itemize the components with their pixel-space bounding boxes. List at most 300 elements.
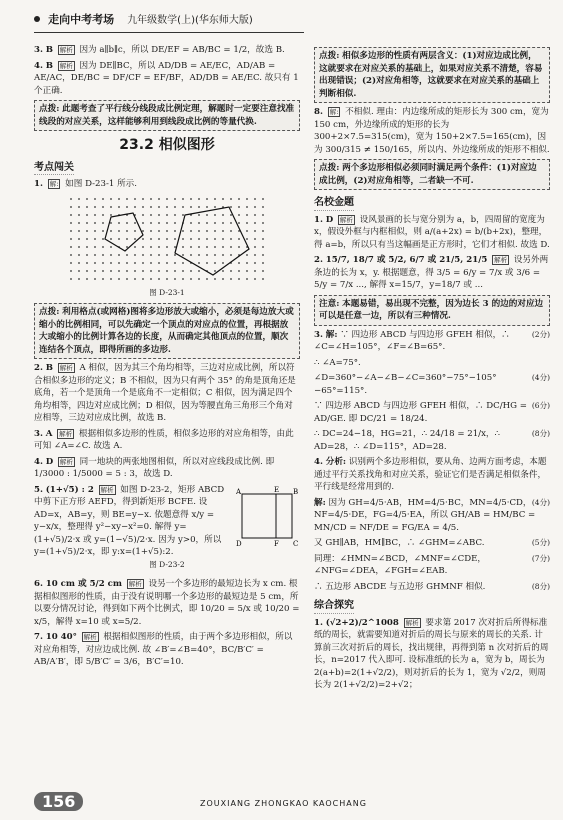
grid-dot xyxy=(182,278,184,280)
item-answer: (√2+2)/2^1008 xyxy=(325,617,399,628)
grid-dot xyxy=(166,222,168,224)
left-item-1 xyxy=(34,178,300,191)
grid-dot xyxy=(206,206,208,208)
grid-dot xyxy=(126,246,128,248)
grid-dot xyxy=(230,270,232,272)
grid-dot xyxy=(214,246,216,248)
grid-dot xyxy=(166,254,168,256)
grid-dot xyxy=(134,198,136,200)
scored-text: ∠D=360°−∠A−∠B−∠C=360°−75°−105°−65°=115°. xyxy=(314,373,497,396)
grid-dot xyxy=(214,238,216,240)
grid-dot xyxy=(262,278,264,280)
item-number: 2. xyxy=(314,255,323,265)
grid-dot xyxy=(262,262,264,264)
scored-text: ∵ 四边形 ABCD 与四边形 GFEH 相似，∴ DC/HG = AD/GE. 即 DC/21 = 18/24. xyxy=(314,401,527,424)
scored-text: 识别两个多边形相似，要从角、边两方面考虑，本题通过平行关系找角和对应关系，验证它们是否满足相似条件，平行线是经常用到的. xyxy=(314,457,547,492)
grid-dot xyxy=(70,238,72,240)
grid-dot xyxy=(78,262,80,264)
grid-dot xyxy=(86,198,88,200)
grid-dot xyxy=(206,222,208,224)
grid-dot xyxy=(70,206,72,208)
grid-dot xyxy=(126,222,128,224)
scored-solution-list xyxy=(314,329,550,594)
grid-dot xyxy=(86,262,88,264)
grid-dot xyxy=(166,230,168,232)
scored-score: (7分) xyxy=(531,553,550,563)
grid-dot xyxy=(222,254,224,256)
grid-dot xyxy=(102,262,104,264)
grid-dot xyxy=(70,246,72,248)
grid-dot xyxy=(174,270,176,272)
figure-caption: 图 D-23-2 xyxy=(149,559,185,569)
grid-dot xyxy=(158,246,160,248)
grid-dot xyxy=(254,262,256,264)
grid-dot xyxy=(246,206,248,208)
grid-dot xyxy=(182,214,184,216)
large-pentagon xyxy=(175,207,249,275)
grid-dot xyxy=(166,206,168,208)
tip-box xyxy=(34,100,300,131)
grid-dot xyxy=(230,206,232,208)
grid-dot xyxy=(150,238,152,240)
grid-dot xyxy=(214,214,216,216)
grid-dot xyxy=(166,238,168,240)
grid-dot xyxy=(134,254,136,256)
scored-line xyxy=(314,456,550,494)
grid-dot xyxy=(246,230,248,232)
grid-dot xyxy=(158,270,160,272)
grid-dot xyxy=(214,222,216,224)
grid-dot xyxy=(190,254,192,256)
grid-dot xyxy=(150,262,152,264)
grid-dot xyxy=(110,246,112,248)
grid-dot xyxy=(142,254,144,256)
grid-dot xyxy=(246,262,248,264)
analysis-tag: 解析 xyxy=(59,457,73,466)
item-answer: D xyxy=(45,456,54,467)
item-text: A 相似，因为其三个角均相等，三边对应成比例，所以符合相似多边形的定义；B 不相似，因为只有两个 35° 的角是顶角还是底角，若一个是顶角一个是底角不一定相似；C 相似，因为满足四个角均相等，四边对应成比例；D 相似，因为等腰直角三角形三个角对应相等，三边对应成比例，故选 B. xyxy=(34,363,296,423)
grid-dot xyxy=(94,238,96,240)
tip-label: 点拨: xyxy=(319,51,340,61)
tip-box xyxy=(314,159,550,190)
grid-dot xyxy=(78,254,80,256)
grid-dot xyxy=(222,214,224,216)
grid-dot xyxy=(174,254,176,256)
grid-dot xyxy=(174,238,176,240)
scored-score: (6分) xyxy=(531,401,550,410)
grid-dot xyxy=(262,222,264,224)
grid-dot xyxy=(238,278,240,280)
scored-score: (4分) xyxy=(531,497,550,507)
grid-dot xyxy=(190,206,192,208)
grid-dot xyxy=(86,214,88,216)
grid-dot xyxy=(174,262,176,264)
scored-text: 又 GH∥AB，HM∥BC，∴ ∠GHM=∠ABC. xyxy=(314,538,485,548)
grid-dot xyxy=(158,214,160,216)
scored-line xyxy=(314,497,550,535)
item-text: 设另外两条边的长为 x，y. 根据题意，得 3/5 = 6/y = 7/x 或 3/6 = 5/y = 7/x ..., 解得 x=15/7，y=18/7 或 ... xyxy=(314,255,549,290)
analysis-tag: 解析 xyxy=(83,633,97,641)
grid-dot xyxy=(222,198,224,200)
grid-dot xyxy=(166,262,168,264)
subhead-kaodian: 考点闯关 xyxy=(34,162,74,176)
grid-dot xyxy=(254,254,256,256)
tip-label: 点拨: xyxy=(39,104,60,114)
grid-dot xyxy=(110,254,112,256)
scored-tag: 解: xyxy=(325,329,338,340)
tip-text: 利用格点(或网格)图将多边形放大或缩小，必须是每边放大或缩小的比例相同，可以先确定一个顶点的对应点的位置，再根据放大或缩小的比例计算各边的长度，从而确定其他顶点的位置，顺次连结各个顶点，即得所画的多边形. xyxy=(39,307,294,355)
grid-dot xyxy=(214,262,216,264)
grid-dot xyxy=(182,246,184,248)
grid-dot xyxy=(206,214,208,216)
grid-dot xyxy=(126,198,128,200)
grid-figure-d23-1 xyxy=(67,195,267,283)
grid-dot xyxy=(86,254,88,256)
item-number: 1. xyxy=(314,214,323,225)
grid-dot xyxy=(158,278,160,280)
right-item-1 xyxy=(314,214,550,252)
grid-dot xyxy=(262,270,264,272)
scored-score: (2分) xyxy=(531,329,550,339)
grid-dot xyxy=(150,214,152,216)
grid-dot xyxy=(150,230,152,232)
label-c: C xyxy=(293,539,299,548)
grid-dot xyxy=(158,230,160,232)
item-answer: (1+√5) : 2 xyxy=(45,484,94,495)
grid-dot xyxy=(86,206,88,208)
grid-dot xyxy=(142,270,144,272)
grid-dot xyxy=(174,230,176,232)
grid-dot xyxy=(118,278,120,280)
scored-score: (8分) xyxy=(531,581,550,591)
left-item-3 xyxy=(34,44,300,57)
grid-dot xyxy=(238,246,240,248)
right-column xyxy=(314,44,550,695)
grid-dot xyxy=(126,230,128,232)
grid-dot xyxy=(254,230,256,232)
analysis-tag: 解析 xyxy=(339,215,353,224)
grid-dot xyxy=(150,254,152,256)
scored-tag: 解: xyxy=(314,497,326,508)
scored-text: ∴ DC=24−18，HG=21，∴ 24/18 = 21/x，∴ AD=28，∴ ∠D=115°，AD=28. xyxy=(314,429,500,452)
grid-dot xyxy=(142,238,144,240)
grid-dot xyxy=(110,198,112,200)
grid-dot xyxy=(222,222,224,224)
grid-dot xyxy=(238,214,240,216)
page-number: 156 xyxy=(34,792,83,811)
grid-dot xyxy=(150,198,152,200)
grid-dot xyxy=(190,198,192,200)
grid-dot xyxy=(174,222,176,224)
grid-dot xyxy=(166,214,168,216)
grid-dot xyxy=(118,270,120,272)
grid-dot xyxy=(102,238,104,240)
item-number: 5. xyxy=(34,484,43,495)
item-number: 4. xyxy=(34,456,43,467)
grid-dot xyxy=(198,270,200,272)
grid-dot xyxy=(206,246,208,248)
grid-dot xyxy=(238,198,240,200)
scored-text: 同理：∠HMN=∠BCD，∠MNF=∠CDE，∠NFG=∠DEA，∠FGH=∠EAB. xyxy=(314,553,486,576)
scored-text: 因为 GH=4/5·AB，HM=4/5·BC，MN=4/5·CD，NF=4/5·DE，FG=4/5·EA，所以 GH/AB = HM/BC = MN/CD = NF/DE = FG/EA = 4/5. xyxy=(314,497,536,533)
grid-dot xyxy=(238,222,240,224)
section-title: 23.2 相似图形 xyxy=(119,137,215,153)
grid-dot xyxy=(206,254,208,256)
grid-dot xyxy=(262,230,264,232)
grid-dot xyxy=(254,246,256,248)
scored-score: (8分) xyxy=(531,429,550,438)
grid-dot xyxy=(254,198,256,200)
item-answer: D xyxy=(325,214,334,225)
grid-dot xyxy=(110,238,112,240)
grid-dot xyxy=(78,214,80,216)
label-d: D xyxy=(236,539,242,548)
grid-dot xyxy=(254,278,256,280)
item-answer: 10 cm 或 5/2 cm xyxy=(45,579,122,589)
left-item-5 xyxy=(34,484,300,576)
grid-dot xyxy=(110,214,112,216)
grid-dot xyxy=(214,230,216,232)
grid-dot xyxy=(174,278,176,280)
grid-dot xyxy=(182,230,184,232)
analysis-tag: 解析 xyxy=(59,429,73,438)
item-text: 根据相似图形的性质，由于两个多边形相似，所以对应角相等，对应边成比例. 故 ∠B′=∠B=40°，BC/B′C′ = AB/A′B′，即 5/B′C′ = 3/6，B′C′=10. xyxy=(34,632,293,667)
grid-dot xyxy=(134,262,136,264)
item-number: 1. xyxy=(34,179,43,189)
scored-line xyxy=(314,553,550,578)
grid-dot xyxy=(182,238,184,240)
grid-dot xyxy=(134,222,136,224)
scored-num: 4. xyxy=(314,457,323,467)
label-f: F xyxy=(274,539,279,548)
grid-dot xyxy=(182,262,184,264)
grid-dot xyxy=(150,206,152,208)
scored-line xyxy=(314,537,550,550)
grid-dot xyxy=(110,206,112,208)
grid-dot xyxy=(78,246,80,248)
grid-dot xyxy=(214,278,216,280)
item-text: 如图 D-23-1 所示. xyxy=(65,179,137,189)
grid-dot xyxy=(94,278,96,280)
grid-dot xyxy=(126,206,128,208)
analysis-tag: 解析 xyxy=(59,46,73,54)
grid-dot xyxy=(222,238,224,240)
grid-dot xyxy=(94,230,96,232)
grid-dot xyxy=(102,254,104,256)
grid-dot xyxy=(198,214,200,216)
grid-dot xyxy=(174,198,176,200)
grid-dot xyxy=(142,230,144,232)
grid-dot xyxy=(70,214,72,216)
grid-dot xyxy=(134,270,136,272)
figure-caption: 图 D-23-1 xyxy=(149,287,185,297)
grid-dot xyxy=(94,206,96,208)
grid-dot xyxy=(94,246,96,248)
grid-dot xyxy=(222,246,224,248)
right-item-bottom-1 xyxy=(314,617,550,692)
tip-label: 点拨: xyxy=(319,163,340,173)
scored-line xyxy=(314,357,550,370)
grid-dot xyxy=(190,270,192,272)
grid-dot xyxy=(142,222,144,224)
grid-dot xyxy=(230,222,232,224)
item-text: 根据相似多边形的性质，相似多边形的对应角相等，由此可知 ∠A=∠C. 故选 A. xyxy=(34,428,294,451)
grid-dot xyxy=(110,222,112,224)
analysis-tag: 解析 xyxy=(59,364,73,372)
item-text: 设另一个多边形的最短边长为 x cm. 根据相似图形的性质，由于没有说明哪一个多边形的最短边是 5 cm，所以要分情况讨论，得到如下两个比例式，即 10/20 = 5/x 或 10/20 = x/5，解得 x=10 或 x=5/2. xyxy=(34,579,300,627)
item-answer: 10 40° xyxy=(45,632,77,642)
grid-dot xyxy=(262,238,264,240)
left-item-2 xyxy=(34,362,300,425)
grid-dot xyxy=(134,246,136,248)
tip-label: 点拨: xyxy=(39,307,60,317)
grid-dot xyxy=(206,198,208,200)
item-text: 因为 DE∥BC，所以 AD/DB = AE/EC，AD/AB = AE/AC，DE/BC = DF/CF = EF/BF，AD/DB = AE/EC. 故只有 1 个正确. xyxy=(34,60,299,96)
grid-dot xyxy=(102,198,104,200)
grid-dot xyxy=(86,278,88,280)
grid-dot xyxy=(246,238,248,240)
attention-label: 注意: xyxy=(319,298,340,309)
rectangle-figure-d23-2 xyxy=(236,486,300,548)
item-answer: A xyxy=(45,428,53,439)
grid-dot xyxy=(94,214,96,216)
item-text: 如图 D-23-2，矩形 ABCD 中剪下正方形 AEFD，得到新矩形 BCFE. 设 AD=x，AB=y，则 BE=y−x. 依题意得 x/y = y−x/x，整理得 y²−xy−x²=0. 解得 y=(1+√5)/2·x 或 y=(1−√5)/2·x. 因为 y>0，所以 y=(1+√5)/2·x，即 y:x=(1+√5):2. xyxy=(34,484,225,557)
grid-dot xyxy=(94,222,96,224)
grid-dot xyxy=(118,206,120,208)
grid-dot xyxy=(230,198,232,200)
grid-dot xyxy=(110,262,112,264)
grid-dot xyxy=(70,198,72,200)
analysis-tag: 解析 xyxy=(59,61,73,70)
grid-dot xyxy=(126,270,128,272)
grid-dot xyxy=(254,214,256,216)
grid-dot xyxy=(102,246,104,248)
label-a: A xyxy=(236,487,242,496)
book-title: 走向中考考场 xyxy=(48,13,115,26)
tip-text: 两个多边形相似必须同时满足两个条件：(1)对应边成比例，(2)对应角相等，二者缺一不可. xyxy=(319,163,537,186)
grid-dot xyxy=(110,230,112,232)
solution-tag: 解: xyxy=(329,108,339,116)
item-number: 7. xyxy=(34,632,43,642)
subhead-zonghe: 综合探究 xyxy=(314,600,354,614)
scored-num: 3. xyxy=(314,329,323,340)
grid-dot xyxy=(142,214,144,216)
analysis-tag: 解析 xyxy=(128,580,142,588)
grid-dot xyxy=(158,262,160,264)
grid-dot xyxy=(110,278,112,280)
left-item-4b xyxy=(34,456,300,481)
grid-dot xyxy=(238,206,240,208)
grid-dot xyxy=(222,270,224,272)
grid-dot xyxy=(102,270,104,272)
subhead-mingxiao: 名校金题 xyxy=(314,197,354,211)
item-answer: B xyxy=(45,363,53,373)
grid-dot xyxy=(222,230,224,232)
grid-dot xyxy=(94,254,96,256)
label-b: B xyxy=(293,487,299,496)
grid-dot xyxy=(198,238,200,240)
grid-dot xyxy=(126,262,128,264)
grid-dot xyxy=(190,278,192,280)
scored-line xyxy=(314,400,550,425)
grid-dot xyxy=(78,206,80,208)
grid-dot xyxy=(206,238,208,240)
grid-dot xyxy=(102,222,104,224)
scored-line xyxy=(314,581,550,594)
item-text: 因为 a∥b∥c，所以 DE/EF = AB/BC = 1/2，故选 B. xyxy=(79,45,285,55)
grid-dot xyxy=(174,246,176,248)
tip-text: 此题考查了平行线分线段成比例定理，解题时一定要注意找准线段的对应关系，这样能够利用到线段成比例的等量代换. xyxy=(39,104,295,127)
grid-dot xyxy=(166,198,168,200)
grid-dot xyxy=(70,222,72,224)
scored-line xyxy=(314,329,550,354)
grid-dot xyxy=(214,270,216,272)
item-number: 3. xyxy=(34,428,43,439)
grid-dot xyxy=(158,222,160,224)
scored-line xyxy=(314,428,550,453)
grid-dot xyxy=(238,262,240,264)
scored-text: ∴ ∠A=75°. xyxy=(314,357,361,368)
grid-dots xyxy=(70,198,264,280)
grid-dot xyxy=(238,270,240,272)
left-item-7 xyxy=(34,631,300,669)
grid-dot xyxy=(246,278,248,280)
grid-dot xyxy=(118,230,120,232)
grid-dot xyxy=(174,206,176,208)
series-name: ZOUXIANG ZHONGKAO KAOCHANG xyxy=(200,799,367,808)
grid-dot xyxy=(254,222,256,224)
grid-dot xyxy=(198,262,200,264)
grid-dot xyxy=(254,238,256,240)
grid-dot xyxy=(246,214,248,216)
item-number: 1. xyxy=(314,617,323,628)
header-bullet-icon xyxy=(34,16,40,22)
grid-dot xyxy=(214,254,216,256)
grid-dot xyxy=(190,222,192,224)
grid-dot xyxy=(110,270,112,272)
grid-dot xyxy=(70,278,72,280)
analysis-tag: 解析 xyxy=(100,485,114,494)
item-number: 8. xyxy=(314,107,323,117)
grid-dot xyxy=(262,214,264,216)
grid-dot xyxy=(246,254,248,256)
grid-dot xyxy=(182,254,184,256)
left-item-3b xyxy=(34,428,300,453)
grid-dot xyxy=(262,198,264,200)
item-number: 4. xyxy=(34,60,43,71)
grid-dot xyxy=(246,270,248,272)
grid-dot xyxy=(206,230,208,232)
grid-dot xyxy=(86,230,88,232)
grid-dot xyxy=(142,198,144,200)
grid-dot xyxy=(158,238,160,240)
grid-dot xyxy=(142,262,144,264)
scored-score: (4分) xyxy=(531,373,550,382)
grid-dot xyxy=(222,262,224,264)
grid-dot xyxy=(134,230,136,232)
grid-dot xyxy=(150,278,152,280)
left-column xyxy=(34,44,300,672)
small-pentagon xyxy=(105,213,143,251)
rect-abcd xyxy=(242,494,292,538)
item-text: 不相似. 理由：内边缘所成的矩形长为 300 cm，宽为 150 cm，外边缘所成的矩形的长为 300+2×7.5=315(cm)，宽为 150+2×7.5=165(cm)，因为 300/315 ≠ 150/165，所以内、外边缘所成的矩形不相似. xyxy=(314,107,550,155)
attention-box xyxy=(314,295,550,326)
grid-dot xyxy=(182,198,184,200)
grid-dot xyxy=(166,270,168,272)
grid-dot xyxy=(190,246,192,248)
scored-text: ∴ 五边形 ABCDE 与五边形 GHMNF 相似. xyxy=(314,581,486,592)
grid-dot xyxy=(214,206,216,208)
